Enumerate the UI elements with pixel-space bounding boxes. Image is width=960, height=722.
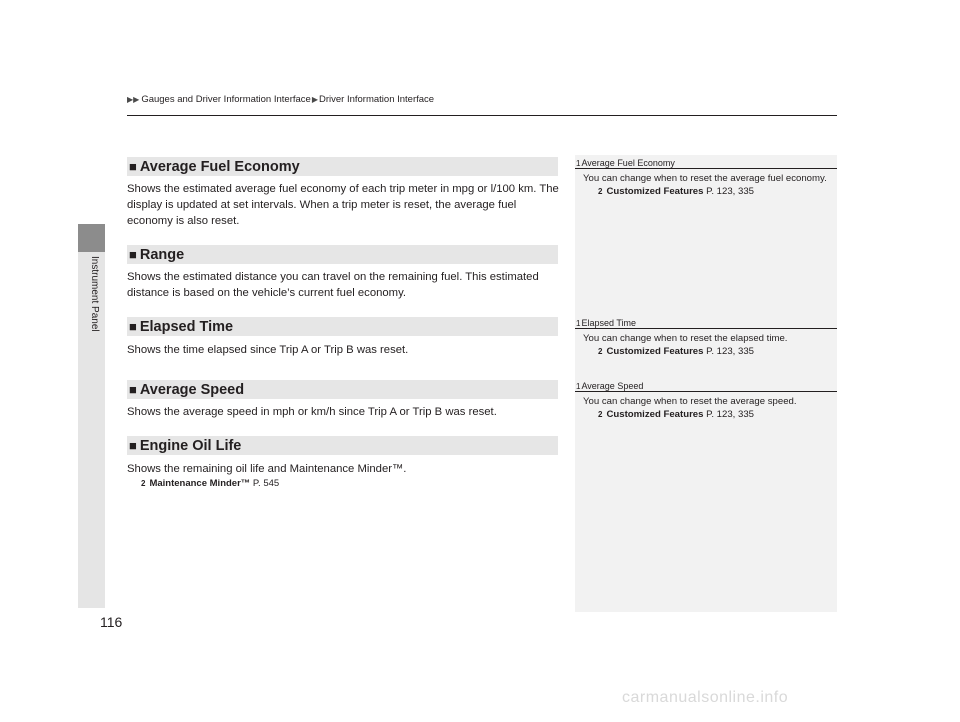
note-title — [575, 379, 837, 392]
reference-page: P. 123, 335 — [706, 186, 754, 197]
cross-reference-customized-features[interactable] — [583, 345, 829, 358]
watermark: carmanualsonline.info — [622, 689, 789, 706]
chapter-label: Instrument Panel — [89, 256, 100, 332]
section-title: Engine Oil Life — [139, 437, 242, 454]
breadcrumb-arrow-icon: ▶▶ — [127, 95, 140, 104]
note-body — [575, 329, 837, 358]
reference-arrow-icon: 2 — [598, 187, 603, 196]
section-text-range: Shows the estimated distance you can travel on the remaining fuel. This estimated distance is based on the vehicle’s current fuel economy. — [127, 271, 539, 299]
note-number: 1 — [576, 382, 581, 391]
note-text: You can change when to reset the average fuel economy. — [583, 173, 827, 184]
note-body — [575, 392, 837, 421]
note-elapsed-time — [575, 316, 837, 358]
header-rule — [127, 115, 837, 116]
section-title: Average Speed — [139, 381, 245, 398]
breadcrumb — [127, 94, 434, 105]
reference-page: P. 123, 335 — [706, 346, 754, 357]
note-text: You can change when to reset the elapsed time. — [583, 333, 788, 344]
note-title — [575, 316, 837, 329]
square-bullet-icon: ■ — [129, 382, 137, 397]
reference-page: P. 545 — [252, 478, 280, 489]
breadcrumb-item-gauges[interactable]: Gauges and Driver Information Interface — [141, 94, 311, 105]
section-heading-elapsed-time — [127, 317, 558, 336]
section-title: Average Fuel Economy — [139, 158, 300, 175]
section-title: Range — [139, 246, 185, 263]
section-heading-average-fuel-economy — [127, 157, 558, 176]
section-title: Elapsed Time — [139, 318, 234, 335]
cross-reference-customized-features[interactable] — [583, 185, 829, 198]
section-heading-average-speed — [127, 380, 558, 399]
chapter-tab — [78, 224, 105, 252]
section-heading-engine-oil-life — [127, 436, 558, 455]
square-bullet-icon: ■ — [129, 159, 137, 174]
note-average-speed — [575, 379, 837, 421]
note-title-text: Average Fuel Economy — [581, 158, 675, 168]
reference-label: Customized Features — [606, 346, 704, 357]
square-bullet-icon: ■ — [129, 319, 137, 334]
cross-reference-maintenance-minder[interactable] — [141, 478, 279, 489]
reference-label: Customized Features — [606, 186, 704, 197]
page-number: 116 — [100, 614, 123, 630]
note-number: 1 — [576, 319, 581, 328]
section-text-engine-oil-life: Shows the remaining oil life and Maintenance Minder™. — [127, 463, 407, 475]
reference-arrow-icon: 2 — [598, 347, 603, 356]
reference-arrow-icon: 2 — [141, 479, 146, 488]
note-title — [575, 156, 837, 169]
section-heading-range — [127, 245, 558, 264]
reference-label: Customized Features — [606, 409, 704, 420]
reference-page: P. 123, 335 — [706, 409, 754, 420]
reference-arrow-icon: 2 — [598, 410, 603, 419]
cross-reference-customized-features[interactable] — [583, 408, 829, 421]
section-text-average-fuel-economy: Shows the estimated average fuel economy of each trip meter in mpg or l/100 km. The display is updated at set intervals. When a trip meter is reset, the average fuel economy is also reset. — [127, 183, 559, 227]
note-title-text: Elapsed Time — [581, 318, 636, 328]
note-body — [575, 169, 837, 198]
note-title-text: Average Speed — [581, 381, 644, 391]
section-text-average-speed: Shows the average speed in mph or km/h since Trip A or Trip B was reset. — [127, 406, 497, 418]
section-text-elapsed-time: Shows the time elapsed since Trip A or Trip B was reset. — [127, 344, 409, 356]
square-bullet-icon: ■ — [129, 438, 137, 453]
breadcrumb-item-driver-info[interactable]: Driver Information Interface — [318, 94, 435, 105]
note-number: 1 — [576, 159, 581, 168]
breadcrumb-separator-icon: ▶ — [311, 95, 318, 104]
square-bullet-icon: ■ — [129, 247, 137, 262]
note-average-fuel-economy — [575, 156, 837, 198]
reference-label: Maintenance Minder™ — [149, 478, 251, 489]
note-text: You can change when to reset the average speed. — [583, 396, 797, 407]
